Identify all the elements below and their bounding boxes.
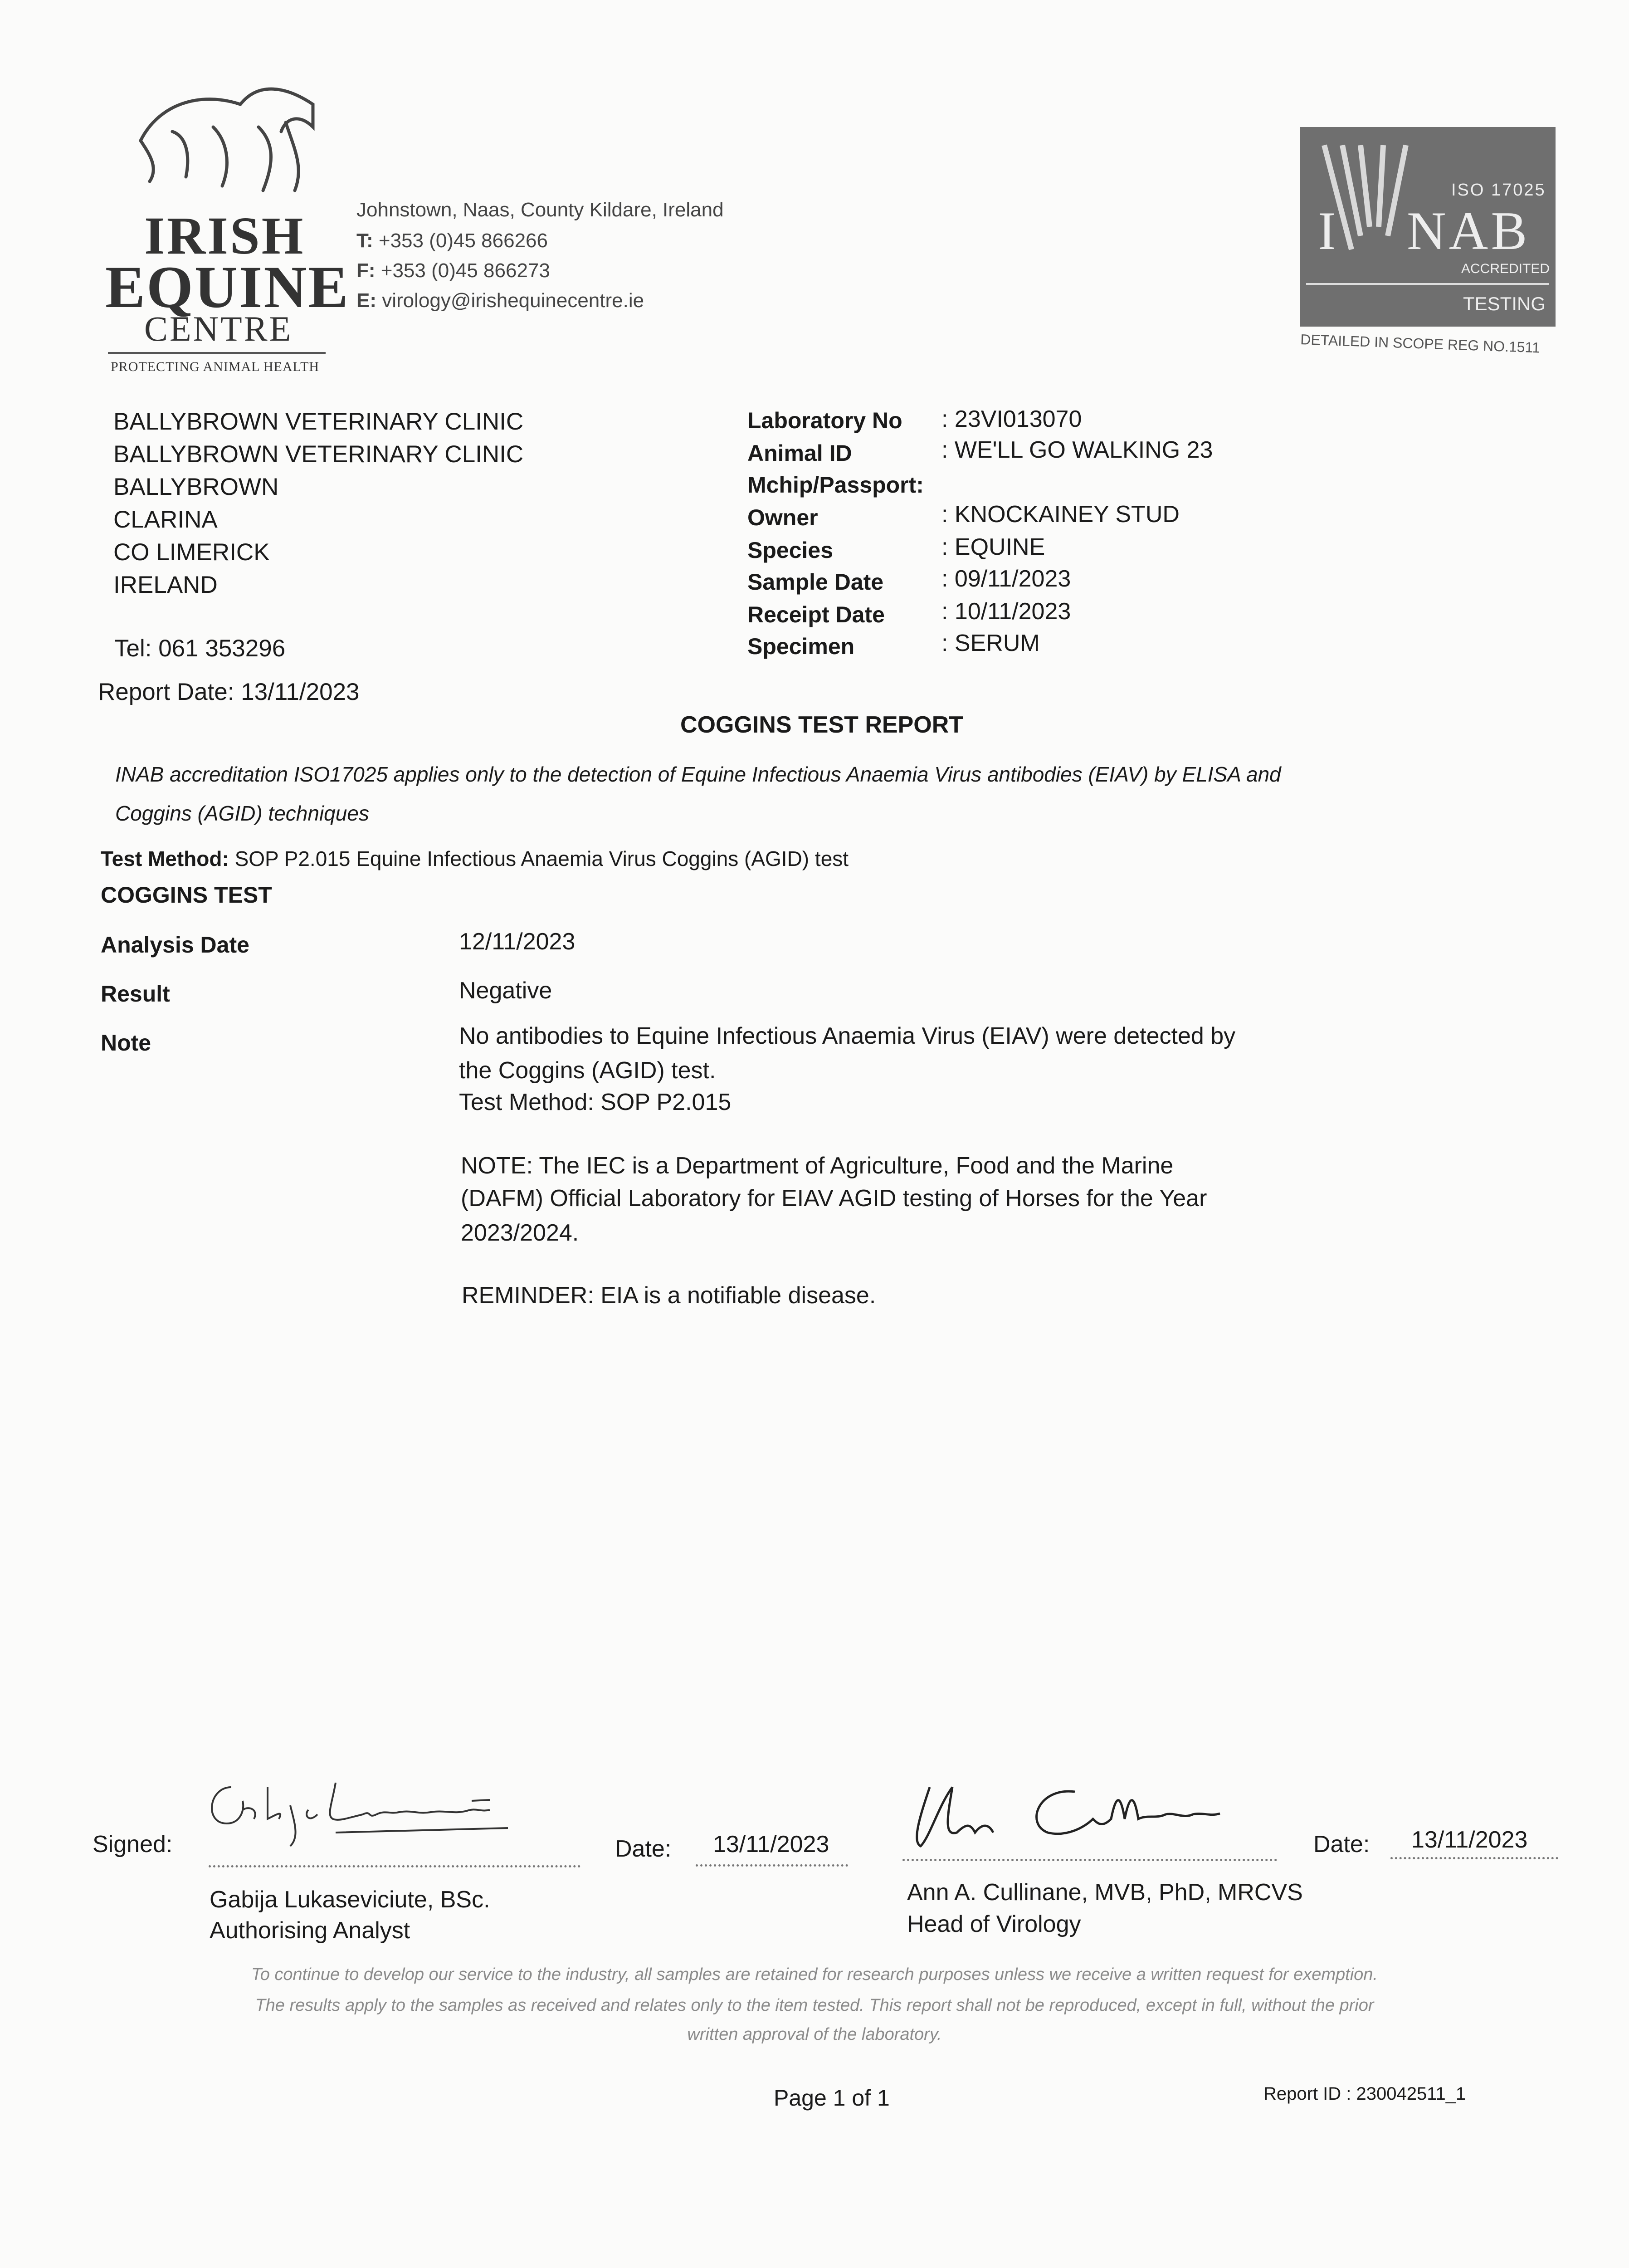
email-prefix: E:	[356, 289, 376, 312]
fax-prefix: F:	[356, 259, 376, 282]
sample-date-label: Sample Date	[747, 569, 884, 595]
date-line-1	[696, 1864, 848, 1867]
specimen-label: Specimen	[747, 634, 855, 659]
analyst-role: Authorising Analyst	[210, 1917, 410, 1944]
recipient-line: BALLYBROWN VETERINARY CLINIC	[113, 408, 524, 435]
recipient-line: IRELAND	[113, 572, 218, 598]
inab-testing-text: TESTING	[1463, 293, 1546, 314]
note-line: 2023/2024.	[461, 1220, 579, 1246]
note-line: No antibodies to Equine Infectious Anaemia Virus (EIAV) were detected by	[459, 1023, 1236, 1049]
accreditation-note-line-2: Coggins (AGID) techniques	[115, 802, 369, 825]
test-method-line	[101, 846, 849, 871]
logo-tagline: PROTECTING ANIMAL HEALTH	[111, 359, 320, 374]
inab-underline	[1306, 283, 1549, 285]
head-signature	[902, 1769, 1265, 1860]
species-value: : EQUINE	[941, 534, 1045, 560]
signed-label: Signed:	[93, 1831, 173, 1857]
page-number: Page 1 of 1	[774, 2085, 890, 2111]
date-line-2	[1390, 1857, 1558, 1859]
phone-number: +353 (0)45 866266	[378, 230, 548, 252]
result-value: Negative	[459, 978, 552, 1004]
disclaimer-line-2: The results apply to the samples as received and relates only to the item tested. This report shall not be reproduced, except in full, without the prior	[255, 1996, 1374, 2015]
head-role: Head of Virology	[907, 1911, 1081, 1937]
horse-logo-icon	[122, 77, 331, 213]
analysis-date-value: 12/11/2023	[459, 929, 576, 955]
recipient-address	[113, 406, 523, 601]
disclaimer-line-3: written approval of the laboratory.	[687, 2025, 942, 2044]
logo-text-irish: IRISH	[144, 206, 305, 265]
lab-no-value: : 23VI013070	[941, 406, 1082, 432]
test-method-label: Test Method:	[101, 847, 229, 870]
report-date: Report Date: 13/11/2023	[98, 679, 360, 705]
logo-divider	[108, 352, 326, 354]
note-line: NOTE: The IEC is a Department of Agriculture, Food and the Marine	[461, 1153, 1174, 1179]
note-line: the Coggins (AGID) test.	[459, 1057, 716, 1084]
analyst-signature-line	[209, 1865, 580, 1867]
date-label-1: Date:	[615, 1836, 672, 1862]
inab-scope-text: DETAILED IN SCOPE REG NO.1511	[1300, 331, 1541, 356]
inab-letter-i: I	[1318, 200, 1336, 261]
animal-id-value: : WE'LL GO WALKING 23	[941, 437, 1213, 463]
owner-value: : KNOCKAINEY STUD	[941, 501, 1180, 528]
email-address: virology@irishequinecentre.ie	[382, 289, 644, 312]
test-method-value: SOP P2.015 Equine Infectious Anaemia Virus Coggins (AGID) test	[234, 847, 849, 870]
report-id: Report ID : 230042511_1	[1263, 2084, 1466, 2104]
sample-date-value: : 09/11/2023	[941, 566, 1071, 592]
specimen-value: : SERUM	[941, 630, 1040, 656]
receipt-date-label: Receipt Date	[747, 602, 885, 627]
recipient-line: BALLYBROWN VETERINARY CLINIC	[113, 441, 524, 468]
head-name: Ann A. Cullinane, MVB, PhD, MRCVS	[907, 1879, 1303, 1906]
recipient-line: BALLYBROWN	[113, 474, 279, 500]
recipient-line: CO LIMERICK	[113, 539, 270, 566]
inab-accredited-text: ACCREDITED	[1461, 261, 1550, 276]
receipt-date-value: : 10/11/2023	[941, 598, 1071, 625]
phone-prefix: T:	[356, 230, 373, 252]
fax-number: +353 (0)45 866273	[380, 259, 550, 282]
date-value-2: 13/11/2023	[1411, 1827, 1528, 1853]
note-line: Test Method: SOP P2.015	[459, 1089, 732, 1115]
coggins-section-title: COGGINS TEST	[101, 882, 272, 908]
mchip-passport-label: Mchip/Passport:	[747, 472, 924, 498]
lab-address: Johnstown, Naas, County Kildare, Ireland	[356, 199, 724, 221]
inab-iso-text: ISO 17025	[1451, 181, 1546, 200]
animal-id-label: Animal ID	[747, 440, 852, 466]
note-line: REMINDER: EIA is a notifiable disease.	[462, 1282, 876, 1309]
analysis-date-label: Analysis Date	[101, 932, 249, 958]
lab-email	[356, 289, 644, 312]
owner-label: Owner	[747, 505, 818, 530]
result-label: Result	[101, 981, 170, 1007]
recipient-line: CLARINA	[113, 506, 218, 533]
lab-fax	[356, 259, 550, 282]
disclaimer-line-1: To continue to develop our service to the industry, all samples are retained for research purposes unless we receive a written request for exemption.	[251, 1965, 1378, 1984]
date-value-1: 13/11/2023	[713, 1831, 829, 1857]
species-label: Species	[747, 538, 834, 563]
note-line: (DAFM) Official Laboratory for EIAV AGID testing of Horses for the Year	[461, 1185, 1207, 1212]
lab-no-label: Laboratory No	[747, 408, 902, 433]
analyst-name: Gabija Lukaseviciute, BSc.	[210, 1887, 490, 1913]
logo-text-equine: EQUINE	[105, 254, 350, 320]
date-label-2: Date:	[1313, 1831, 1370, 1857]
report-title: COGGINS TEST REPORT	[680, 712, 964, 738]
note-label: Note	[101, 1030, 151, 1056]
inab-name-text: NAB	[1407, 200, 1530, 261]
recipient-tel: Tel: 061 353296	[114, 635, 286, 662]
lab-phone	[356, 230, 548, 252]
accreditation-note-line-1: INAB accreditation ISO17025 applies only to the detection of Equine Infectious Anaemia Virus antibodies (EIAV) by ELISA and	[115, 763, 1281, 786]
head-signature-line	[902, 1859, 1277, 1861]
analyst-signature	[200, 1769, 544, 1851]
logo-text-centre: CENTRE	[144, 309, 293, 348]
